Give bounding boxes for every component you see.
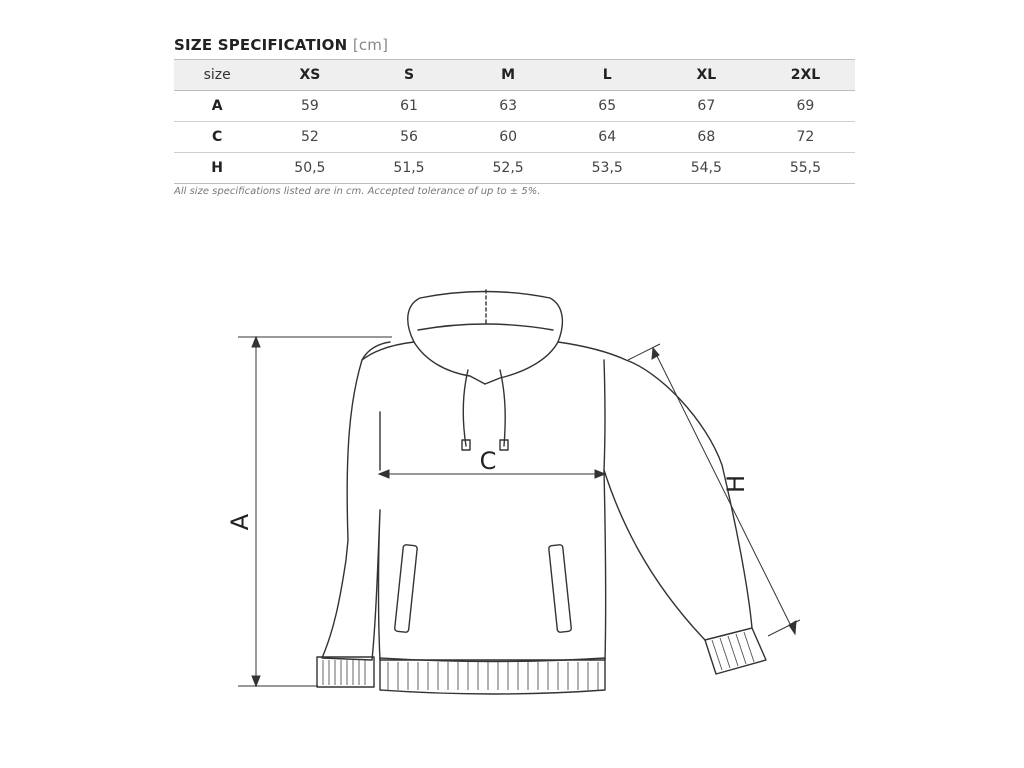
table-cell: 68: [657, 122, 756, 153]
table-cell: 52: [260, 122, 359, 153]
header-size: XS: [260, 60, 359, 91]
drawstring-right: [500, 370, 505, 446]
left-cuff: [317, 657, 374, 687]
table-cell: 65: [558, 91, 657, 122]
tolerance-note: All size specifications listed are in cm. Accepted tolerance of up to ± 5%.: [174, 186, 541, 197]
drawstring-left: [463, 370, 468, 446]
table-cell: 52,5: [459, 153, 558, 184]
hood-outline: [408, 292, 563, 343]
header-size: 2XL: [756, 60, 855, 91]
body-outline: [322, 342, 752, 660]
title-unit: [cm]: [352, 36, 389, 54]
table-cell: 53,5: [558, 153, 657, 184]
hood-inner: [418, 324, 553, 330]
pocket-left: [394, 545, 417, 633]
header-size: M: [459, 60, 558, 91]
table-cell: 60: [459, 122, 558, 153]
title-main: SIZE SPECIFICATION: [174, 36, 348, 54]
row-key: H: [174, 153, 260, 184]
header-size-label: size: [174, 60, 260, 91]
row-key: C: [174, 122, 260, 153]
armhole-right: [604, 360, 605, 470]
header-size: XL: [657, 60, 756, 91]
table-cell: 55,5: [756, 153, 855, 184]
hem-band: [380, 658, 605, 694]
dimension-a: [238, 337, 392, 686]
header-size: S: [359, 60, 458, 91]
table-cell: 54,5: [657, 153, 756, 184]
label-h: H: [722, 474, 750, 494]
table-cell: 50,5: [260, 153, 359, 184]
table-cell: 56: [359, 122, 458, 153]
table-cell: 61: [359, 91, 458, 122]
table-cell: 67: [657, 91, 756, 122]
hood-opening-left: [414, 342, 485, 384]
right-cuff: [705, 628, 766, 674]
table-cell: 64: [558, 122, 657, 153]
table-cell: 63: [459, 91, 558, 122]
table-cell: 69: [756, 91, 855, 122]
pocket-right: [549, 545, 572, 633]
header-size: L: [558, 60, 657, 91]
table-cell: 51,5: [359, 153, 458, 184]
label-a: A: [226, 513, 254, 531]
dimension-h: [628, 344, 800, 636]
table-cell: 72: [756, 122, 855, 153]
label-c: C: [479, 447, 497, 475]
row-key: A: [174, 91, 260, 122]
hood-opening-right: [485, 342, 558, 384]
table-cell: 59: [260, 91, 359, 122]
